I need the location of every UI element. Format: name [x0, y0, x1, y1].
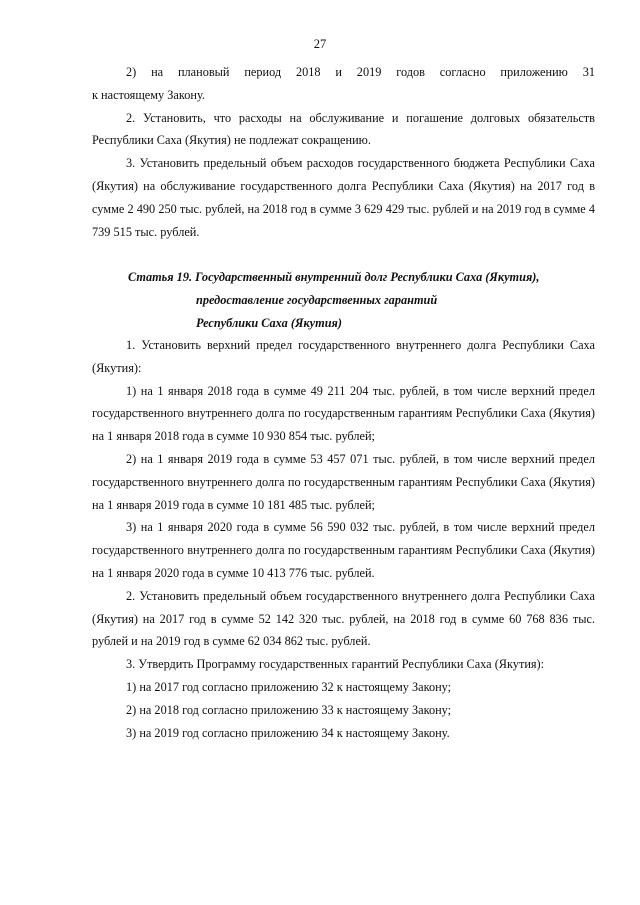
paragraph-limit-2018: 1) на 1 января 2018 года в сумме 49 211 204 тыс. рублей, в том числе верхний предел государственного внутреннего долга по государственным гарантиям Республики Саха (Якутия) на 1 января 2018 года в сумме 10 930 854 тыс. рублей;	[92, 383, 595, 444]
paragraph-program-2018: 2) на 2018 год согласно приложению 33 к настоящему Закону;	[126, 702, 452, 717]
paragraph-debt-expenses: 2. Установить, что расходы на обслуживание и погашение долговых обязательств Республики Саха (Якутия) не подлежат сокращению.	[92, 110, 595, 148]
article-title-line2: предоставление государственных гарантий	[196, 292, 438, 307]
paragraph-plan-period-line1: 2) на плановый период 2018 и 2019 годов согласно приложению 31	[126, 65, 595, 79]
paragraph-limit-2020: 3) на 1 января 2020 года в сумме 56 590 032 тыс. рублей, в том числе верхний предел государственного внутреннего долга по государственным гарантиям Республики Саха (Якутия) на 1 января 2020 года в сумме 10 413 776 тыс. рублей.	[92, 520, 595, 580]
paragraph-max-debt-volume: 2. Установить предельный объем государственного внутреннего долга Республики Саха (Якутия) на 2017 год в сумме 52 142 320 тыс. рублей, на 2018 год в сумме 60 768 836 тыс. рублей и на 2019 год в сумме 62 034 862 тыс. рублей.	[92, 588, 595, 649]
paragraph-upper-limit: 1. Установить верхний предел государственного внутреннего долга Республики Саха (Якутия):	[92, 338, 595, 375]
article-heading	[92, 266, 595, 334]
paragraph-plan-period-line2: к настоящему Закону.	[92, 87, 205, 102]
paragraph-limit-2019: 2) на 1 января 2019 года в сумме 53 457 071 тыс. рублей, в том числе верхний предел государственного внутреннего долга по государственным гарантиям Республики Саха (Якутия) на 1 января 2019 года в сумме 10 181 485 тыс. рублей;	[92, 451, 595, 512]
article-body	[92, 334, 595, 744]
paragraph-guarantee-program: 3. Утвердить Программу государственных гарантий Республики Саха (Якутия):	[126, 657, 545, 672]
article-title-line1: Статья 19. Государственный внутренний долг Республики Саха (Якутия),	[128, 270, 540, 284]
top-section	[92, 61, 595, 243]
article-title-line3: Республики Саха (Якутия)	[196, 315, 342, 330]
paragraph-program-2019: 3) на 2019 год согласно приложению 34 к настоящему Закону.	[126, 725, 450, 740]
paragraph-program-2017: 1) на 2017 год согласно приложению 32 к настоящему Закону;	[126, 679, 452, 694]
paragraph-debt-service-limit: 3. Установить предельный объем расходов государственного бюджета Республики Саха (Якутия) на обслуживание государственного долга Республики Саха (Якутия) на 2017 год в сумме 2 490 250 тыс. рублей, на 2018 год в сумме 3 629 429 тыс. рублей и на 2019 год в сумме 4 739 515 тыс. рублей.	[92, 156, 595, 239]
page-number: 27	[313, 37, 327, 51]
